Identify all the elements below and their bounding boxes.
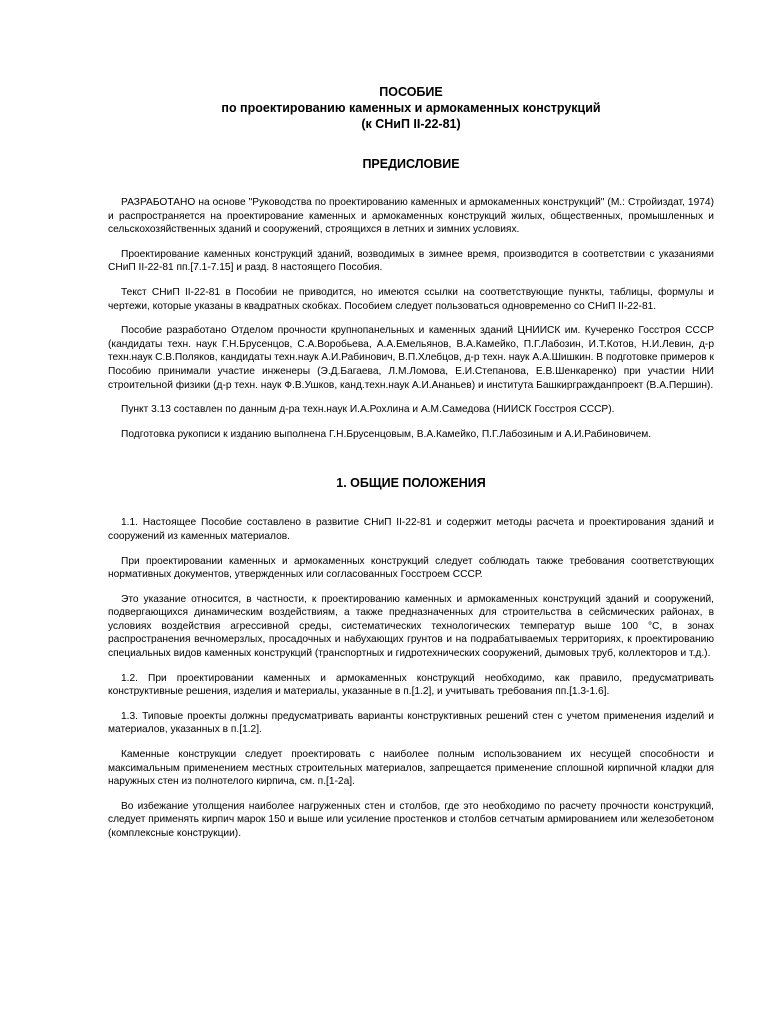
- title-line-3: (к СНиП II-22-81): [361, 117, 461, 131]
- title-line-2: по проектированию каменных и армокаменных конструкций: [221, 101, 601, 115]
- section-paragraph-7: Во избежание утолщения наиболее нагруженных стен и столбов, где это необходимо по расчету прочности конструкций, следует применять кирпич марок 150 и выше или усиление простенков и столбов сетчатым армированием или железобетоном (комплексные конструкции).: [108, 800, 714, 839]
- section-paragraph-6: Каменные конструкции следует проектировать с наиболее полным использованием их несущей способности и максимальным применением местных строительных материалов, запрещается применение сплошной кирпичной кладки для наружных стен из полнотелого кирпича, см. п.[1-2а].: [108, 749, 714, 788]
- section-body: [108, 516, 714, 840]
- section-paragraph-3: Это указание относится, в частности, к проектированию каменных и армокаменных конструкций зданий и сооружений, подвергающихся динамическим воздействиям, а также предназначенных для строительства в сейсмических районах, в условиях воздействия агрессивной среды, систематических технологических температур выше 100 °С, в зонах распространения вечномерзлых, просадочных и набухающих грунтов и на подрабатываемых территориях, к проектированию специальных видов каменных конструкций (транспортных и гидротехнических сооружений, дымовых труб, коллекторов и т.д.).: [108, 593, 714, 660]
- document-title: [108, 84, 714, 132]
- preface-heading: ПРЕДИСЛОВИЕ: [362, 157, 460, 171]
- preface-paragraph-3: Текст СНиП II-22-81 в Пособии не приводится, но имеются ссылки на соответствующие пункты, таблицы, формулы и чертежи, которые указаны в квадратных скобках. Пособием следует пользоваться одновременно со СНиП II-22-81.: [108, 286, 714, 312]
- section-paragraph-4: 1.2. При проектировании каменных и армокаменных конструкций необходимо, как правило, предусматривать конструктивные решения, изделия и материалы, указанные в п.[1.2], и учитывать требования пп.[1.3-1.6].: [108, 672, 714, 698]
- preface-paragraph-5: Пункт 3.13 составлен по данным д-ра техн.наук И.А.Рохлина и А.М.Самедова (НИИСК Госстроя СССР).: [121, 404, 615, 416]
- preface-paragraph-2: Проектирование каменных конструкций зданий, возводимых в зимнее время, производится в соответствии с указаниями СНиП II-22-81 пп.[7.1-7.15] и разд. 8 настоящего Пособия.: [108, 248, 714, 274]
- preface-paragraph-1: РАЗРАБОТАНО на основе "Руководства по проектированию каменных и армокаменных конструкций" (М.: Стройиздат, 1974) и распространяется на проектирование каменных и армокаменных конструкций жилых, общественных, промышленных и сельскохозяйственных зданий и сооружений, строящихся в летних и зимних условиях.: [108, 197, 714, 236]
- section-paragraph-1: 1.1. Настоящее Пособие составлено в развитие СНиП II-22-81 и содержит методы расчета и проектирования зданий и сооружений из каменных материалов.: [108, 517, 714, 542]
- title-line-1: ПОСОБИЕ: [379, 85, 443, 99]
- preface-body: [108, 196, 714, 441]
- document-page: [108, 84, 714, 852]
- section-heading: 1. ОБЩИЕ ПОЛОЖЕНИЯ: [336, 476, 486, 491]
- preface-paragraph-6: Подготовка рукописи к изданию выполнена Г.Н.Брусенцовым, В.А.Камейко, П.Г.Лабозиным и А.И.Рабиновичем.: [121, 428, 652, 440]
- preface-paragraph-4: Пособие разработано Отделом прочности крупнопанельных и каменных зданий ЦНИИСК им. Кучеренко Госстроя СССР (кандидаты техн. наук Г.Н.Брусенцов, С.А.Воробьева, А.А.Емельянов, В.А.Камейко, П.Г.Лабозин, И.Т.Котов, Н.И.Левин, д-р техн.наук С.В.Поляков, кандидаты техн.наук А.И.Рабинович, В.П.Хлебцов, д-р техн. наук А.А.Шишкин. В подготовке примеров к Пособию принимали участие инженеры (Э.Д.Багаева, Л.М.Ломова, Е.И.Степанова, Е.В.Шенкаренко) при участии НИИ строительной физики (д-р техн. наук Ф.В.Ушков, канд.техн.наук А.И.Ананьев) и института Башкиргражданпроект (В.А.Першин).: [108, 325, 714, 391]
- section-paragraph-2: При проектировании каменных и армокаменных конструкций следует соблюдать также требования соответствующих нормативных документов, утвержденных или согласованных Госстроем СССР.: [108, 555, 714, 581]
- section-paragraph-5: 1.3. Типовые проекты должны предусматривать варианты конструктивных решений стен с учетом применения изделий и материалов, указанных в п.[1.2].: [108, 710, 714, 736]
